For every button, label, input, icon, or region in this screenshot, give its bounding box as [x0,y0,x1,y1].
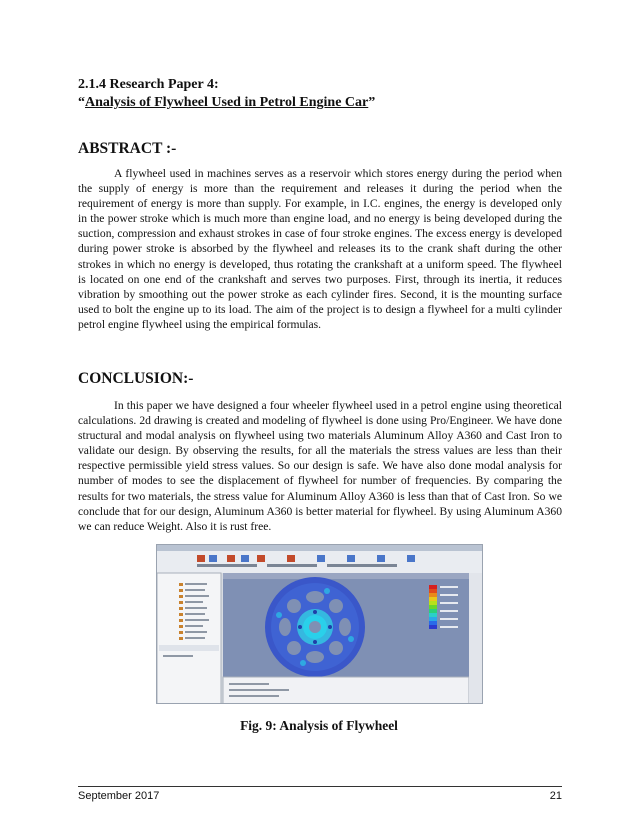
paper-title-text: Analysis of Flywheel Used in Petrol Engine Car [85,95,369,110]
title-close-quote: ” [368,95,376,110]
conclusion-paragraph: In this paper we have designed a four wheeler flywheel used in a petrol engine using theoretical calculations. 2d drawing is created and modeling of flywheel is done using Pro/Engineer. We have done structural and modal analysis on flywheel using two materials Aluminum Alloy A360 and Cast Iron to validate our design. By observing the results, for all the materials the stress values are less than their respective permissible yield stress values. So our design is safe. We have also done modal analysis for number of modes to see the displacement of flywheel for number of frequencies. By comparing the results for two materials, the stress value for Aluminum Alloy A360 is less than that of Cast Iron. So we conclude that for our design, Aluminum A360 is better material for flywheel. By using Aluminum A360 we can reduce Weight. Also it is rust free. [78,399,562,533]
footer-date: September 2017 [78,790,160,802]
section-number-title: 2.1.4 Research Paper 4: [78,77,219,92]
abstract-paragraph: A flywheel used in machines serves as a reservoir which stores energy during the period when the supply of energy is more than the requirement and releases it during the period when the requirement of energy is more than supply. For example, in I.C. engines, the energy is developed only in the power stroke which is much more than engine load, and no energy is being developed during the suction, compression and exhaust strokes in case of four stroke engines. The excess energy is developed during power stroke is absorbed by the flywheel and releases its to the crank shaft during the other strokes in which no energy is developed, thus rotating the crankshaft at a uniform speed. The flywheel is located on one end of the crankshaft and serves two purposes. First, through its inertia, it reduces vibration by smoothing out the power stroke as each cylinder fires. Second, it is the mounting surface used to bolt the engine up to its load. The aim of the project is to design a flywheel for a multi cylinder petrol engine flywheel using the empirical formulas. [78,167,562,331]
title-open-quote: “ [78,95,85,110]
flywheel-analysis-screenshot [157,545,483,704]
paper-title [78,94,375,111]
flywheel-analysis-figure [156,544,483,704]
page-number: 21 [549,790,562,802]
footer-divider [78,786,562,787]
abstract-heading: ABSTRACT :- [78,140,177,157]
conclusion-heading: CONCLUSION:- [78,370,194,387]
figure-caption: Fig. 9: Analysis of Flywheel [240,718,398,733]
